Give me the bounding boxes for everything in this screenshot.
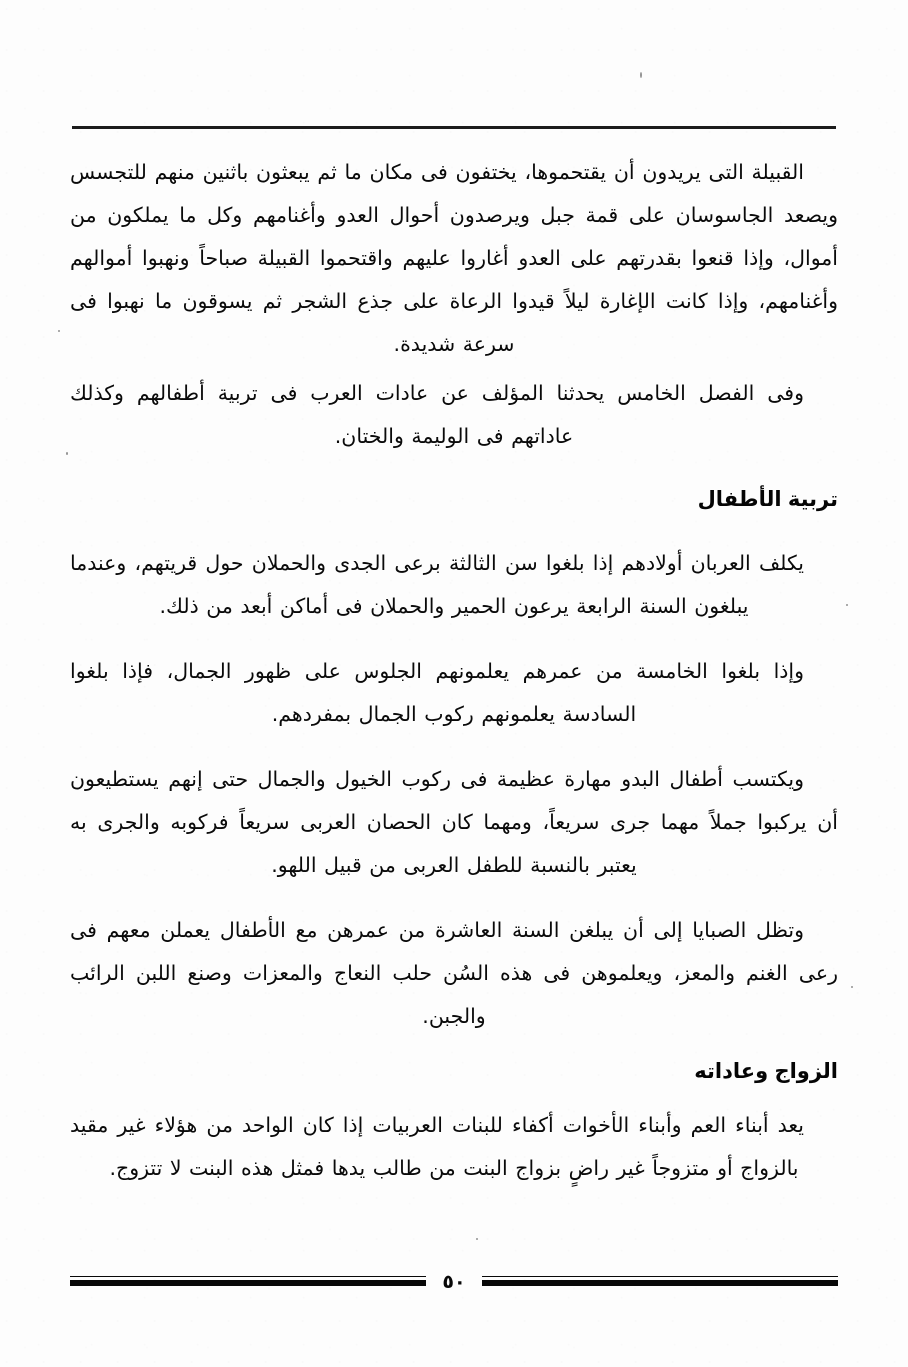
paragraph-bedouin-riding-skill: ويكتسب أطفال البدو مهارة عظيمة فى ركوب الخيول والجمال حتى إنهم يستطيعون أن يركبوا جملاً مهما جرى سريعاً، ومهما كان الحصان العربى سريعاً فركوبه والجرى به يعتبر بالنسبة للطفل العربى من قبيل اللهو. [70,767,838,877]
scan-speckle [851,986,853,988]
paragraph-camel-riding-training: وإذا بلغوا الخامسة من عمرهم يعلمونهم الجلوس على ظهور الجمال، فإذا بلغوا السادسة يعلمونهم ركوب الجمال بمفردهم. [70,659,804,726]
paragraph-raid-description: القبيلة التى يريدون أن يقتحموها، يختفون فى مكان ما ثم يبعثون باثنين منهم للتجسس ويصعد الجاسوسان على قمة جبل ويرصدون أحوال العدو وأغنامهم وكل ما يملكون من أموال، وإذا قنعوا بقدرتهم على العدو أغاروا عليهم واقتحموا القبيلة صباحاً ونهبوا أموالهم وأغنامهم، وإذا كانت الإغارة ليلاً قيدوا الرعاة على جذع الشجر ثم يسوقون ما نهبوا فى سرعة شديدة. [70,160,838,356]
paragraph-marriage-eligibility: يعد أبناء العم وأبناء الأخوات أكفاء للبنات العربيات إذا كان الواحد من هؤلاء غير مقيد بالزواج أو متزوجاً غير راضٍ بزواج البنت من طالب يدها فمثل هذه البنت لا تتزوج. [70,1113,804,1180]
scan-speckle [640,72,642,78]
footer-rule-right [482,1276,838,1286]
paragraph-girls-duties: وتظل الصبايا إلى أن يبلغن السنة العاشرة من عمرهن مع الأطفال يعملن معهم فى رعى الغنم والمعز، ويعلموهن فى هذه السُن حلب النعاج والمعزات وصنع اللبن الرائب والجبن. [70,918,838,1028]
top-horizontal-rule [72,126,836,129]
scan-speckle [66,452,68,455]
heading-children-upbringing: تربية الأطفال [697,487,838,511]
page-content [70,126,838,1204]
scan-speckle [846,604,848,606]
page-footer [70,1272,838,1312]
footer-rule-left [70,1276,426,1286]
paragraph-chapter-five-intro: وفى الفصل الخامس يحدثنا المؤلف عن عادات العرب فى تربية أطفالهم وكذلك عاداتهم فى الوليمة والختان. [70,381,804,448]
scan-speckle [58,330,60,332]
heading-marriage-customs: الزواج وعاداته [694,1059,838,1083]
scan-speckle [476,1238,478,1240]
page-number: ٥٠ [442,1271,466,1293]
paragraph-herding-ages: يكلف العربان أولادهم إذا بلغوا سن الثالثة برعى الجدى والحملان حول قريتهم، وعندما يبلغون السنة الرابعة يرعون الحمير والحملان فى أماكن أبعد من ذلك. [70,551,804,618]
